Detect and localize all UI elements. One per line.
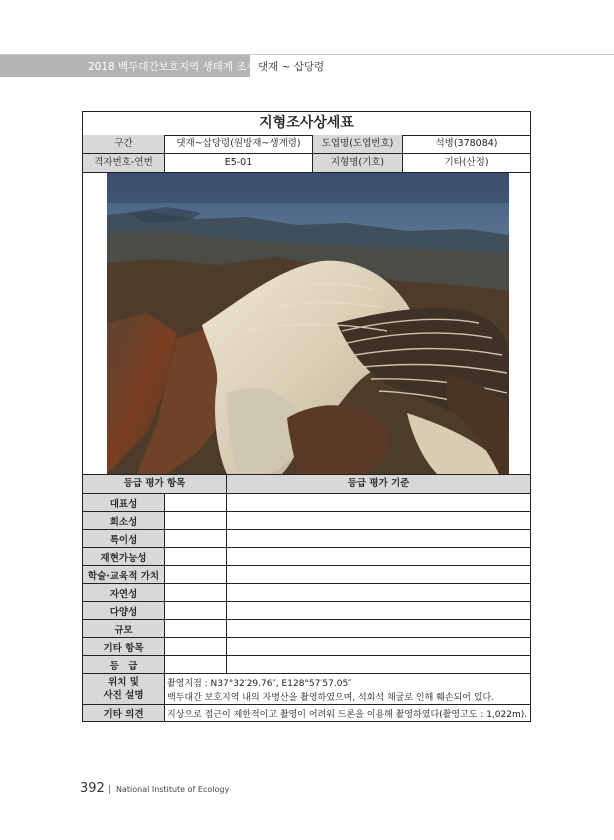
grade-criteria-cell — [227, 584, 530, 601]
landform-value: 기타(산정) — [444, 157, 489, 168]
grade-item-label: 희소성 — [83, 512, 165, 529]
grade-item-label: 자연성 — [83, 584, 165, 601]
report-title: 2018 백두대간보호지역 생태계 조사 — [88, 61, 257, 73]
photo-coordinates: 촬영지점 : N37°32′29.76″, E128°57′57.05″ — [167, 679, 352, 689]
map-sheet-label: 도엽명(도엽번호) — [313, 135, 403, 153]
info-row-2 — [83, 154, 530, 173]
sheet-title: 지형조사상세표 — [83, 112, 530, 136]
grade-row — [83, 530, 530, 548]
grade-row — [83, 620, 530, 638]
grade-criteria-cell — [227, 512, 530, 529]
grade-criteria-cell — [227, 656, 530, 673]
location-label-line2: 사진 설명 — [103, 690, 144, 701]
remarks-label: 기타 의견 — [83, 705, 165, 721]
grade-row — [83, 548, 530, 566]
grade-item-header: 등급 평가 항목 — [83, 475, 227, 493]
grade-criteria-cell — [227, 566, 530, 583]
survey-sheet — [82, 111, 531, 722]
grade-row — [83, 566, 530, 584]
section-title: 댓재 ~ 삽당령 — [258, 61, 325, 73]
grade-value-cell — [165, 638, 227, 655]
grade-value-cell — [165, 602, 227, 619]
location-label — [83, 674, 165, 704]
grade-row — [83, 584, 530, 602]
grade-row — [83, 494, 530, 512]
section-label: 구간 — [83, 135, 165, 153]
photo-cell — [83, 173, 530, 475]
grade-row — [83, 638, 530, 656]
grade-value-cell — [165, 494, 227, 511]
remarks-text: 지상으로 접근이 제한적이고 촬영이 어려워 드론을 이용해 촬영하였다(촬영고도 : 1,022m). — [167, 710, 528, 720]
grade-criteria-cell — [227, 530, 530, 547]
remarks-row — [83, 705, 530, 721]
photo-description: 백두대간 보호지역 내의 자병산을 촬영하였으며, 석회석 채굴로 인해 훼손되어 있다. — [167, 693, 495, 703]
map-sheet-value: 석병(378084) — [435, 138, 498, 149]
footer-org: National Institute of Ecology — [116, 785, 230, 794]
location-row — [83, 674, 530, 705]
grade-row — [83, 512, 530, 530]
aerial-quarry-photo — [107, 173, 509, 474]
grade-value-cell — [165, 512, 227, 529]
grade-value-cell — [165, 620, 227, 637]
grade-row — [83, 656, 530, 674]
grade-criteria-cell — [227, 548, 530, 565]
landform-label: 지형명(기호) — [313, 154, 403, 172]
grade-row — [83, 602, 530, 620]
footer-divider — [109, 785, 110, 794]
grade-item-label: 기타 항목 — [83, 638, 165, 655]
grade-item-label: 규모 — [83, 620, 165, 637]
grade-item-label: 재현가능성 — [83, 548, 165, 565]
grade-value-cell — [165, 548, 227, 565]
grade-criteria-cell — [227, 638, 530, 655]
grid-no-label: 격자번호-연번 — [83, 154, 165, 172]
grid-no-value: E5-01 — [165, 154, 313, 172]
grade-total-label: 등 급 — [83, 656, 165, 673]
grade-value-cell — [165, 566, 227, 583]
grade-criteria-cell — [227, 602, 530, 619]
grade-value-cell — [165, 584, 227, 601]
grade-header-row — [83, 475, 530, 494]
grade-item-label: 다양성 — [83, 602, 165, 619]
grade-criteria-cell — [227, 620, 530, 637]
section-value: 댓재~삽당령(원방재~생계령) — [165, 135, 313, 153]
page-number: 392 — [80, 781, 105, 796]
grade-item-label: 특이성 — [83, 530, 165, 547]
info-row-1 — [83, 135, 530, 154]
grade-item-label: 대표성 — [83, 494, 165, 511]
location-label-line1: 위치 및 — [108, 677, 139, 688]
grade-value-cell — [165, 530, 227, 547]
grade-criteria-header: 등급 평가 기준 — [227, 475, 530, 493]
grade-value-cell — [165, 656, 227, 673]
grade-item-label: 학술·교육적 가치 — [83, 566, 165, 583]
grade-criteria-cell — [227, 494, 530, 511]
